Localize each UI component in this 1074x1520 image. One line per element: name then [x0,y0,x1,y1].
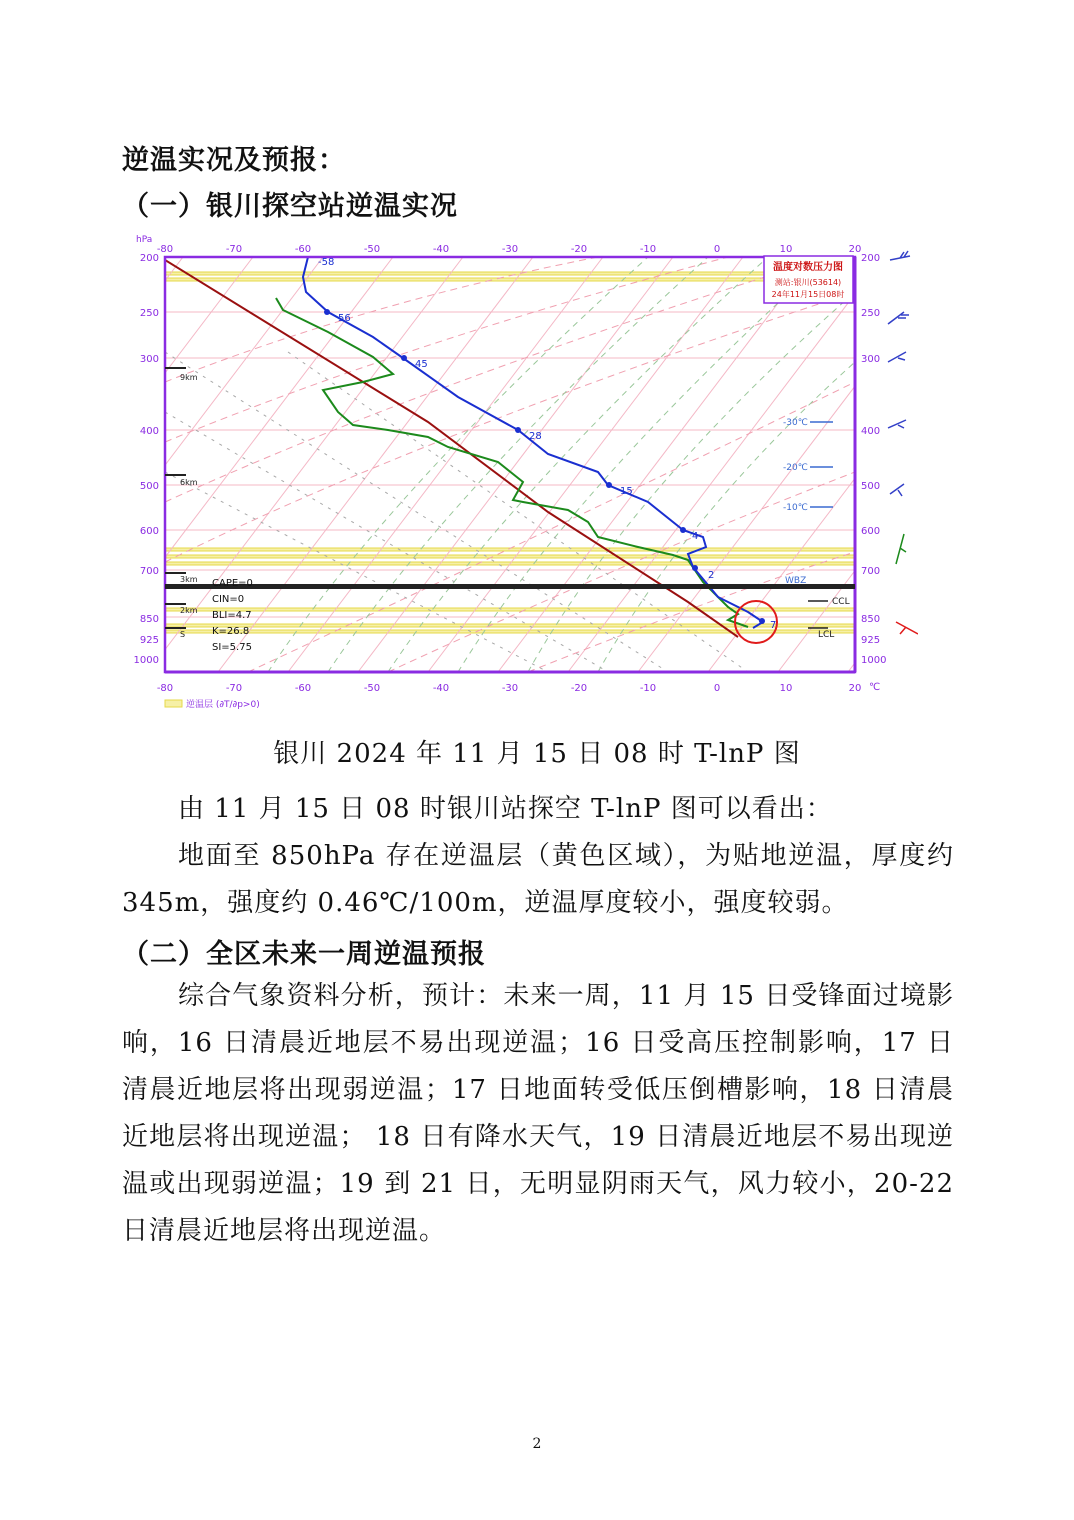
p-tick-left: 300 [139,354,159,365]
legend-label: 逆温层 (∂T/∂p>0) [186,700,260,710]
x-tick-bottom: -40 [432,683,450,694]
temp-label: 56 [338,313,351,324]
p-tick-left: 400 [139,426,159,437]
inversion-bands [165,272,855,633]
x-tick-top: -70 [225,244,243,255]
x-tick-top: -30 [501,244,519,255]
x-tick-top: -10 [639,244,657,255]
index-si: SI=5.75 [212,642,252,653]
wind-barbs-low [896,534,906,564]
x-tick-bottom: -80 [156,683,174,694]
p-tick-right: 500 [861,481,881,492]
dewpoint-curve [276,298,748,627]
iso-label: -10℃ [783,503,808,513]
paragraph-1: 由 11 月 15 日 08 时银川站探空 T-lnP 图可以看出： [178,794,833,824]
temp-label: 2 [708,570,715,581]
iso-label: WBZ [785,576,807,586]
x-tick-bottom: -60 [294,683,312,694]
paragraph-2: 地面至 850hPa 存在逆温层（黄色区域），为贴地逆温，厚度约 345m，强度约 0.46℃/100m，逆温厚度较小，强度较弱。 [122,841,954,918]
p-tick-right: 250 [861,308,881,319]
temp-label: 28 [529,431,542,442]
ccl-lcl-labels [818,597,850,640]
iso-label: -30℃ [783,418,808,428]
temp-label: 15 [620,486,633,497]
p-tick-left: 700 [139,566,159,577]
p-tick-left: 500 [139,481,159,492]
legend-swatch [165,700,182,707]
index-bli: BLI=4.7 [212,610,252,621]
height-label: S [180,630,186,639]
y-unit: hPa [136,235,153,245]
x-tick-top: 20 [848,244,862,255]
x-tick-top: -20 [570,244,588,255]
x-tick-bottom: -20 [570,683,588,694]
chart-station: 测站:银川(53614) [774,278,842,287]
paragraph-3: 综合气象资料分析，预计：未来一周，11 月 15 日受锋面过境影响，16 日清晨近地层不易出现逆温；16 日受高压控制影响，17 日清晨近地层将出现弱逆温；17 日地面转受低压倒槽影响，18 日清晨近地层将出现逆温； 18 日有降水天气，19 日清晨近地层不易出现逆温或出现弱逆温；19 到 21 日，无明显阴雨天气，风力较小，20-22 日清晨近地层将出现逆温。 [122,981,954,1246]
section-2-heading: （二）全区未来一周逆温预报 [122,939,486,970]
tlnp-chart [128,232,918,717]
temp-label: 7 [770,620,777,631]
height-markers [180,373,198,639]
section-1-heading: （一）银川探空站逆温实况 [122,191,458,222]
p-tick-left: 200 [139,253,159,264]
figure-caption: 银川 2024 年 11 月 15 日 08 时 T-lnP 图 [273,739,801,769]
level-700-bar [165,584,855,589]
p-tick-left: 600 [139,526,159,537]
height-label: 2km [180,606,198,615]
page-number: 2 [532,1436,542,1452]
x-tick-top: -60 [294,244,312,255]
height-label: 3km [180,575,198,584]
p-ticks-left [134,253,159,666]
p-tick-left: 925 [139,635,159,646]
lcl-label: LCL [818,630,835,640]
p-tick-right: 400 [861,426,881,437]
iso-label: -20℃ [783,463,808,473]
x-ticks-bottom [157,683,862,694]
doc-title: 逆温实况及预报： [122,145,346,176]
x-ticks-top [157,244,862,255]
p-tick-right: 850 [861,614,881,625]
x-tick-bottom: -10 [639,683,657,694]
index-cin: CIN=0 [212,594,245,605]
stability-indices [212,578,253,653]
x-tick-bottom: 10 [779,683,793,694]
x-tick-top: 10 [779,244,793,255]
index-cape: CAPE=0 [212,578,253,589]
height-label: 6km [180,478,198,487]
p-tick-right: 700 [861,566,881,577]
x-unit: ℃ [869,682,881,693]
x-tick-bottom: -30 [501,683,519,694]
p-tick-left: 850 [139,614,159,625]
p-tick-left: 1000 [133,655,159,666]
temp-label: 4 [692,531,699,542]
p-tick-right: 925 [861,635,881,646]
p-ticks-right [861,253,886,666]
chart-title: 温度对数压力图 [773,262,843,273]
p-tick-right: 1000 [861,655,887,666]
x-tick-top: -40 [432,244,450,255]
temperature-labels [318,257,776,631]
isotherm-level-marks [810,422,833,507]
index-k: K=26.8 [212,626,250,637]
x-tick-bottom: 0 [713,683,721,694]
x-tick-top: -50 [363,244,381,255]
x-tick-bottom: -50 [363,683,381,694]
x-tick-bottom: 20 [848,683,862,694]
temp-label: -58 [318,257,335,268]
height-label: 9km [180,373,198,382]
wind-barbs [888,251,910,496]
ccl-label: CCL [832,597,850,607]
p-tick-left: 250 [139,308,159,319]
wind-barbs-surface [896,622,918,634]
p-tick-right: 600 [861,526,881,537]
x-tick-top: -80 [156,244,174,255]
x-tick-bottom: -70 [225,683,243,694]
x-tick-top: 0 [713,244,721,255]
p-tick-right: 200 [861,253,881,264]
chart-time: 24年11月15日08时 [771,290,845,299]
p-tick-right: 300 [861,354,881,365]
temp-label: 45 [415,359,428,370]
isotherm-level-labels [783,418,808,586]
